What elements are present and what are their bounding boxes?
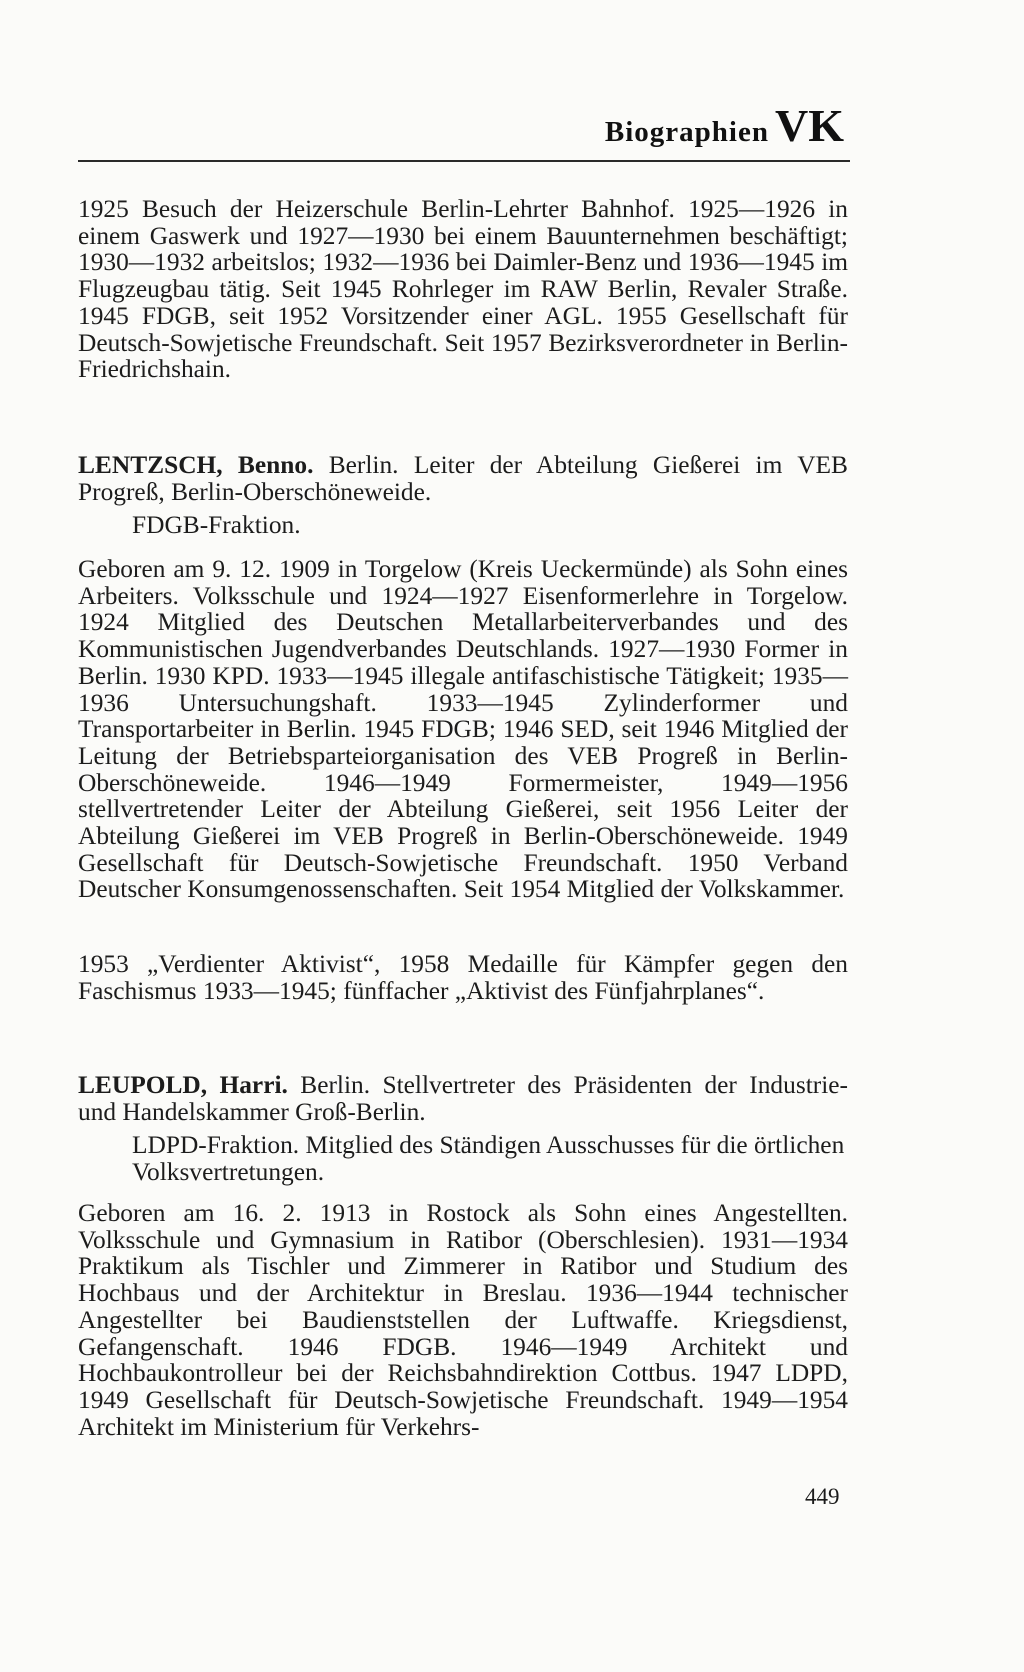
header-section: VK	[775, 100, 844, 151]
header-title-text: Biographien	[604, 116, 769, 148]
entry-lentzsch	[78, 452, 848, 505]
entry-name: LEUPOLD, Harri.	[78, 1071, 288, 1099]
running-header	[78, 100, 850, 162]
entry-bio: Geboren am 16. 2. 1913 in Rostock als Sohn eines Angestellten. Volksschule und Gymnasium in Ratibor (Oberschlesien). 1931—1934 Praktikum als Tischler und Zimmerer in Ratibor und Studium des Hochbaus und der Architektur in Breslau. 1936—1944 technischer Angestellter bei Baudienststellen der Luftwaffe. Kriegsdienst, Gefangenschaft. 1946 FDGB. 1946—1949 Architekt und Hochbaukontrolleur bei der Reichsbahndirektion Cottbus. 1947 LDPD, 1949 Gesellschaft für Deutsch-Sowjetische Freundschaft. 1949—1954 Architekt im Ministerium für Verkehrs-	[78, 1199, 848, 1441]
entry-leupold	[78, 1072, 848, 1125]
page-number: 449	[805, 1484, 840, 1509]
entry-name: LENTZSCH, Benno.	[78, 451, 314, 479]
entry-lentzsch-bio-block	[78, 556, 848, 903]
header-title	[605, 99, 844, 152]
entry-faction: FDGB-Fraktion.	[132, 511, 301, 539]
entry-heading	[78, 452, 848, 505]
entry-faction: LDPD-Fraktion. Mitglied des Ständigen Ausschusses für die örtlichen Volksvertretungen.	[132, 1131, 845, 1186]
entry-heading	[78, 1072, 848, 1125]
entry-position: Berlin. Leiter der Abteilung Gießerei im VEB Progreß, Berlin-Oberschöneweide.	[78, 451, 848, 506]
entry-leupold-faction-block	[78, 1132, 848, 1185]
entry-awards: 1953 „Verdienter Aktivist“, 1958 Medaille für Kämpfer gegen den Faschismus 1933—1945; fünffacher „Aktivist des Fünfjahrplanes“.	[78, 950, 848, 1005]
carryover-text: 1925 Besuch der Heizerschule Berlin-Lehrter Bahnhof. 1925—1926 in einem Gaswerk und 1927—1930 bei einem Bauunternehmen beschäftigt; 1930—1932 arbeitslos; 1932—1936 bei Daimler-Benz und 1936—1945 im Flugzeugbau tätig. Seit 1945 Rohrleger im RAW Berlin, Revaler Straße. 1945 FDGB, seit 1952 Vorsitzender einer AGL. 1955 Gesellschaft für Deutsch-Sowjetische Freundschaft. Seit 1957 Bezirksverordneter in Berlin-Friedrichshain.	[78, 195, 848, 384]
carryover-paragraph	[78, 196, 848, 383]
entry-lentzsch-faction-block	[78, 512, 848, 539]
entry-leupold-bio-block	[78, 1200, 848, 1440]
entry-position: Berlin. Stellvertreter des Präsidenten der Industrie- und Handelskammer Groß-Berlin.	[78, 1071, 848, 1126]
entry-bio: Geboren am 9. 12. 1909 in Torgelow (Kreis Ueckermünde) als Sohn eines Arbeiters. Volksschule und 1924—1927 Eisenformerlehre in Torgelow. 1924 Mitglied des Deutschen Metallarbeiterverbandes und des Kommunistischen Jugendverbandes Deutschlands. 1927—1930 Former in Berlin. 1930 KPD. 1933—1945 illegale antifaschistische Tätigkeit; 1935—1936 Untersuchungshaft. 1933—1945 Zylinderformer und Transportarbeiter in Berlin. 1945 FDGB; 1946 SED, seit 1946 Mitglied der Leitung der Betriebsparteiorganisation des VEB Progreß in Berlin-Oberschöneweide. 1946—1949 Formermeister, 1949—1956 stellvertretender Leiter der Abteilung Gießerei, seit 1956 Leiter der Abteilung Gießerei im VEB Progreß in Berlin-Oberschöneweide. 1949 Gesellschaft für Deutsch-Sowjetische Freundschaft. 1950 Verband Deutscher Konsumgenossenschaften. Seit 1954 Mitglied der Volkskammer.	[78, 555, 848, 904]
entry-lentzsch-awards-block	[78, 951, 848, 1004]
